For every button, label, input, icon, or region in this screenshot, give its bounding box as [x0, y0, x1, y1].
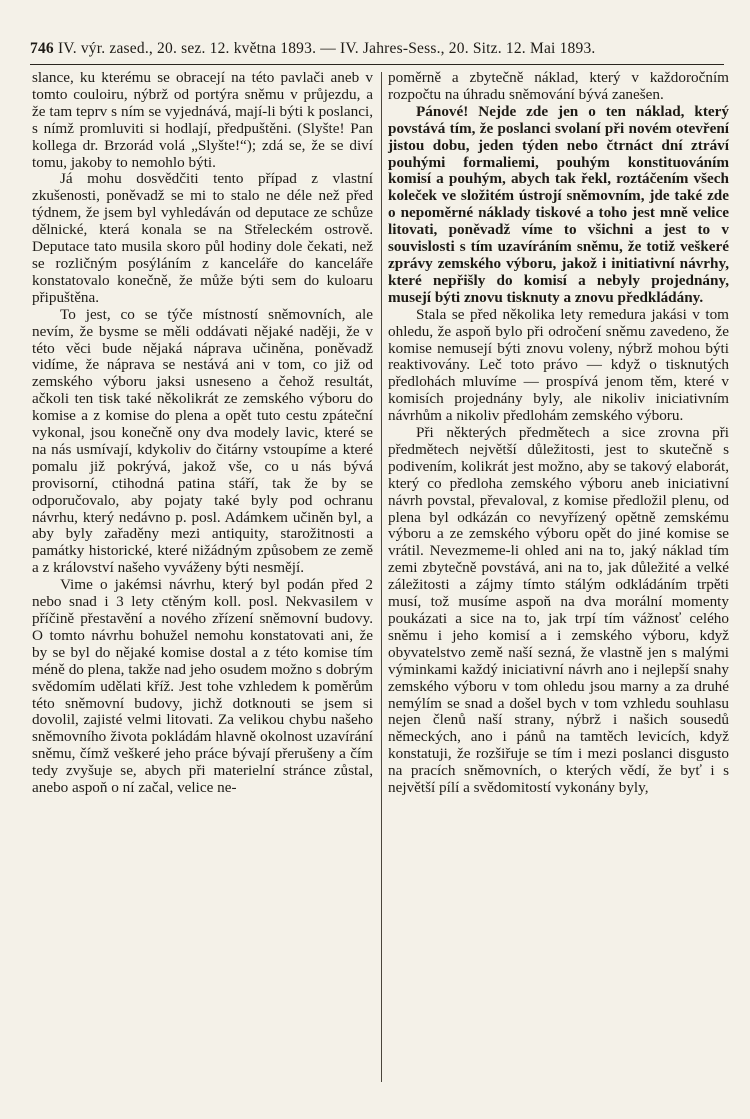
left-paragraph-3: To jest, co se týče místností sněmovních, ale nevím, že bysme se měli oddávati nějaké naději, že v této věci bude nějaká náprava učiněna, poněvadž vidíme, že náprava se nestává ani v tom, co již od zemského výboru jaksi usneseno a čehož resultát, ačkoli ten tisk také několikrát ze zemského výboru do komise a z komise do plena a opět tuto cestu zpáteční vykonal, jsou konečně ony dva modely lavic, které se na nás usmívají, kdykoliv do čitárny vstoupíme a které pomalu již pokrývá, jakož vše, co u nás bývá provisorní, ctihodná patina stáří, tak že by se odporučovalo, aby pojaty také byly pod ochranu návrhu, který nedávno p. posl. Adámkem učiněn byl, a aby byly zařaděny mezi antiquity, starožitnosti a památky historické, které nižádným způsobem ze země a z království našeho vyváženy býti nesmějí.	[32, 305, 373, 577]
page-number: 746	[30, 40, 54, 57]
right-paragraph-3: Stala se před několika lety remedura jakási v tom ohledu, že aspoň bylo při odročení sněmu zavedeno, že komise nemusejí býti znovu voleny, nýbrž mohou býti reaktivovány. Leč toto právo — když o tisknutých předlohách mluvíme — prospívá jenom těm, které v komisích projednány byly, ale nikoliv iniciativním návrhům a nikoliv předlohám zemského výboru.	[388, 305, 729, 425]
right-paragraph-2-bold: Pánové! Nejde zde jen o ten náklad, který povstává tím, že poslanci svolaní při novém otevření jistou dobu, jeden týden nebo čtrnáct dní ztráví pouhými formaliemi, pouhým konstituováním komisí a pouhým, abych tak řekl, roztáčením všech koleček ve složitém ústrojí sněmovním, jde také zde o nepoměrné náklady tiskové a toho jest mně velice litovati, poněvadž víme to všichni a jest to v souvislosti s tím uzavíráním sněmu, že totiž veškeré zprávy zemského výboru, jakož i initiativní návrhy, které nepřišly do komisí a nebyly projednány, musejí býti znovu tisknuty a znovu předkládány.	[388, 102, 729, 306]
left-paragraph-2: Já mohu dosvědčiti tento případ z vlastní zkušenosti, poněvadž se mi to stalo ne déle než před týdnem, že jsem byl vyhledáván od deputace ze schůze dělnické, která konala se na Střeleckém ostrově. Deputace tato musila skoro půl hodiny dole čekati, než se rozličným posýláním z kanceláře do kanceláře konstatovalo konečně, že může býti sem do kuloaru připuštěna.	[32, 170, 373, 306]
page-header	[30, 40, 730, 58]
right-column	[388, 70, 729, 797]
right-paragraph-1: poměrně a zbytečně náklad, který v každoročním rozpočtu na úhradu sněmování bývá zanešen.	[388, 69, 729, 103]
column-divider	[381, 72, 382, 1082]
right-paragraph-4: Při některých předmětech a sice zrovna při předmětech největší důležitosti, jest to skutečně s podivením, kolikrát jest možno, aby se takový elaborát, který co předloha zemského výboru aneb iniciativní návrh povstal, převaloval, z komise předložil plenu, od plena byl odkázán co nevyřízený opětně zemskému výboru a ze zemského výboru opět do jiné komise se vrátil. Nevezmeme-li ohled ani na to, jaký náklad tím zemi zbytečně povstává, ani na to, jak důležité a velké záležitosti a zájmy tímto stálým odkládáním trpěti musí, tož musíme aspoň na dva morální momenty poukázati a sice na to, jak trpí tím vážnosť celého sněmu i jeho komisí a i zemského výboru, když obyvatelstvo země naší sezná, že vlastně jen s malými výminkami každý iniciativní návrh ano i nejlepší snahy zemského výboru v tom ohledu jsou marny a za druhé nemýlím se snad a došel bych v tom vzhledu souhlasu nejen členů naší strany, nýbrž i našich sousedů německých, ano i pánů na tamtěch levicích, když konstatuji, že rozšiřuje se tím i mezi poslanci disgusto na pracích sněmovních, o kterých vědí, že byť i s největší pílí a svědomitostí vykonány byly,	[388, 424, 729, 797]
running-header: IV. výr. zased., 20. sez. 12. května 1893. — IV. Jahres-Sess., 20. Sitz. 12. Mai 1893.	[57, 40, 596, 57]
left-column	[32, 70, 373, 797]
left-paragraph-4: Vime o jakémsi návrhu, který byl podán před 2 nebo snad i 3 lety ctěným koll. posl. Nekvasilem v příčině přestavění a nového zřízení sněmovní budovy. O tomto návrhu bohužel nemohu konstatovati ani, že by se byl do nějaké komise dostal a z této komise tím méně do plena, takže nad jeho osudem možno s dobrým svědomím udělati kříž. Jest tohe vzhledem k poměrům této sněmovní budovy, jichž dotknouti se jsem si dovolil, zajisté velmi litovati. Za velikou chybu našeho sněmovního života pokládám hlavně okolnost uzavírání sněmu, čímž veškeré jeho práce bývají přerušeny a čím tedy zvyšuje se, abych při materielní stránce zůstal, anebo aspoň o ní začal, velice ne-	[32, 576, 373, 797]
left-paragraph-1: slance, ku kterému se obracejí na této pavlači aneb v tomto couloiru, nýbrž od portýra sněmu v průjezdu, a že tam teprv s ním se vyjednává, mají-li býti k poslanci, s nímž promluviti si hodlají, předpuštěni. (Slyšte! Pan kollega dr. Brzorád volá „Slyšte!“); zdá se, že se diví tomu, jakoby to nemohlo býti.	[32, 69, 373, 171]
header-rule	[30, 64, 724, 65]
right-paragraph-2	[388, 104, 729, 307]
